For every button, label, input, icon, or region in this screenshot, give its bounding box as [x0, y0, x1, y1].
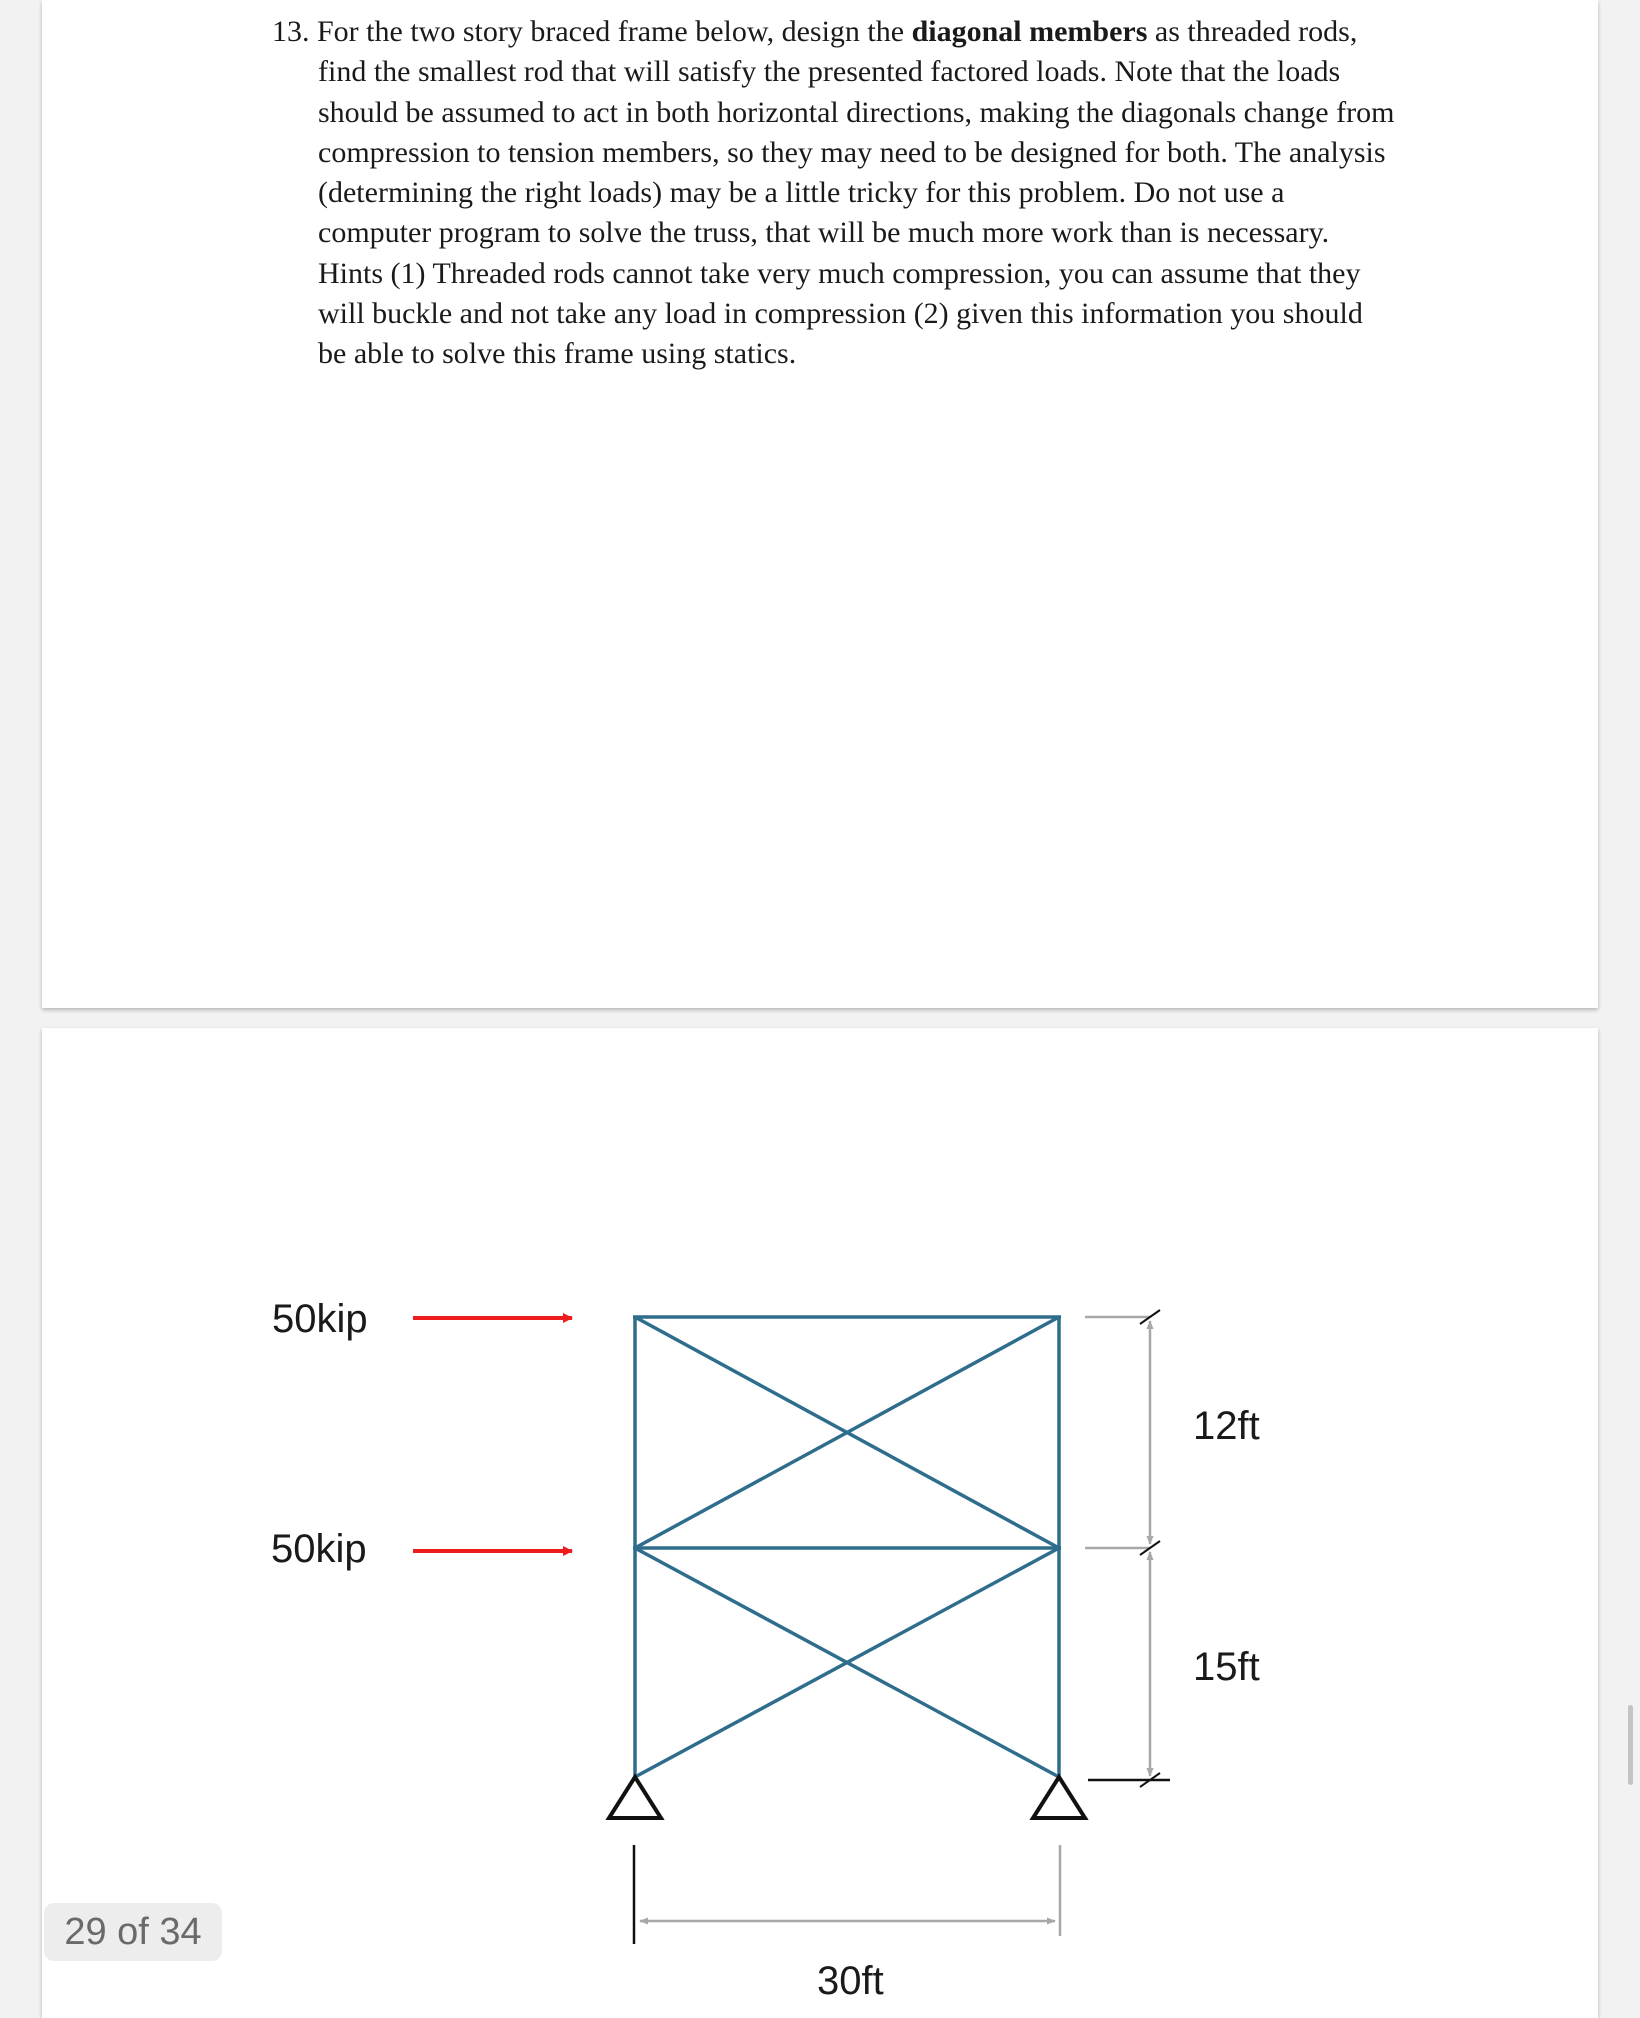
- emphasis-diagonal-members: diagonal members: [911, 15, 1148, 48]
- horizontal-dimension: [634, 1845, 1060, 1944]
- dim-label-width: 30ft: [817, 1959, 884, 2003]
- load-label-top: 50kip: [272, 1297, 368, 1341]
- page-counter: 29 of 34: [44, 1903, 222, 1961]
- problem-line: Hints (1) Threaded rods cannot take very much compression, you can assume that they: [318, 256, 1361, 290]
- problem-line: compression to tension members, so they may need to be designed for both. The analysis: [318, 135, 1386, 169]
- right-pin-support: [1033, 1777, 1085, 1818]
- left-pin-support: [609, 1777, 661, 1818]
- frame-members: [633, 1317, 1061, 1777]
- problem-line: computer program to solve the truss, that will be much more work than is necessary.: [318, 216, 1330, 250]
- problem-line: should be assumed to act in both horizontal directions, making the diagonals change from: [318, 95, 1395, 129]
- dim-label-lower: 15ft: [1193, 1645, 1260, 1689]
- problem-line: be able to solve this frame using statics.: [318, 337, 797, 371]
- problem-line: will buckle and not take any load in compression (2) given this information you should: [318, 297, 1363, 331]
- problem-line: 13. For the two story braced frame below, design the diagonal members as threaded rods,: [272, 15, 1358, 48]
- vertical-dimensions: [1085, 1310, 1170, 1787]
- load-label-mid: 50kip: [271, 1527, 367, 1571]
- problem-line: (determining the right loads) may be a little tricky for this problem. Do not use a: [318, 176, 1285, 210]
- problem-line: find the smallest rod that will satisfy the presented factored loads. Note that the loads: [318, 55, 1341, 89]
- dim-label-upper: 12ft: [1193, 1404, 1260, 1448]
- scrollbar-thumb[interactable]: [1628, 1705, 1633, 1785]
